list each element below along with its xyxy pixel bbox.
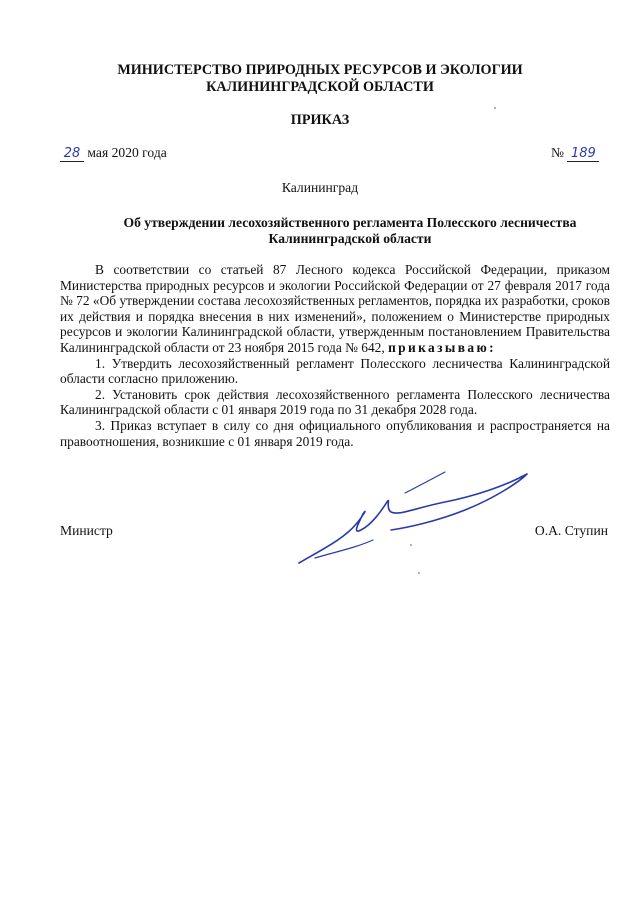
handwritten-number: 189 xyxy=(567,147,599,162)
scan-speck xyxy=(494,107,496,109)
decree-word: приказываю: xyxy=(388,339,497,355)
ministry-header xyxy=(0,62,640,96)
handwritten-signature xyxy=(295,468,535,578)
number-sign: № xyxy=(551,145,564,160)
subject-line1: Об утверждении лесохозяйственного регламента Полесского лесничества xyxy=(123,215,577,230)
ministry-header-line2: КАЛИНИНГРАДСКОЙ ОБЛАСТИ xyxy=(206,79,434,95)
ministry-header-line1: МИНИСТЕРСТВО ПРИРОДНЫХ РЕСУРСОВ И ЭКОЛОГИИ xyxy=(117,62,523,78)
signer-name: О.А. Ступин xyxy=(534,523,608,538)
document-title: ПРИКАЗ xyxy=(290,112,350,128)
handwritten-day: 28 xyxy=(60,147,84,162)
scan-speck xyxy=(410,544,412,546)
intro-text: В соответствии со статьей 87 Лесного кодекса Российской Федерации, приказом Министерства природных ресурсов и экологии Российской Федерации от 27 февраля 2017 года № 72 «Об утверждении состава лесохозяйственных регламентов, порядка их разработки, сроков их действия и порядка внесения в них изменений», положением о Министерстве природных ресурсов и экологии Калининградской области, утвержденным постановлением Правительства Калининградской области от 23 ноября 2015 года № 642, xyxy=(60,262,610,355)
scan-speck xyxy=(418,572,420,574)
item-3: 3. Приказ вступает в силу со дня официального опубликования и распространяется на правоотношения, возникшие с 01 января 2019 года. xyxy=(60,417,610,449)
subject-line2: Калининградской области xyxy=(268,231,432,246)
order-subject xyxy=(110,215,590,247)
signer-position: Министр xyxy=(60,523,113,538)
intro-paragraph xyxy=(60,262,610,356)
city-name: Калининград xyxy=(281,180,359,195)
order-date xyxy=(60,145,167,162)
order-body xyxy=(60,262,610,449)
date-text: мая 2020 года xyxy=(87,145,167,160)
item-1: 1. Утвердить лесохозяйственный регламент Полесского лесничества Калининградской области согласно приложению. xyxy=(60,355,610,387)
item-2: 2. Установить срок действия лесохозяйственного регламента Полесского лесничества Калининградской области с 01 января 2019 года по 31 декабря 2028 года. xyxy=(60,386,610,418)
order-number xyxy=(551,145,599,162)
